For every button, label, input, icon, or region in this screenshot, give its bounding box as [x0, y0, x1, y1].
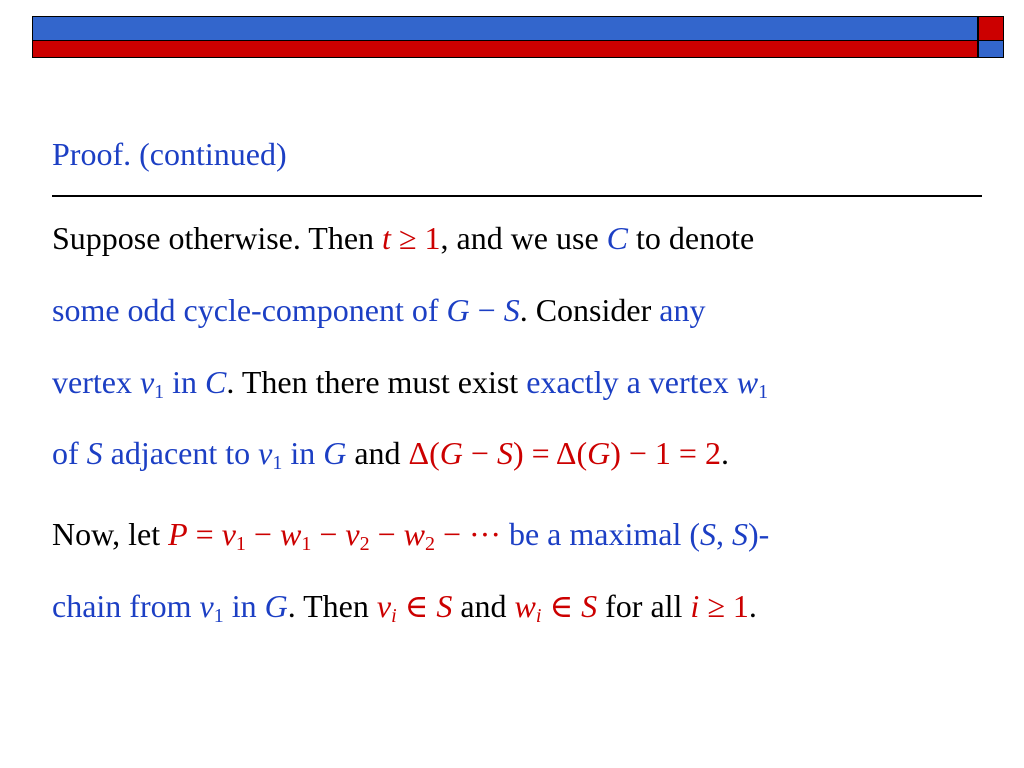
text-segment: of — [52, 435, 87, 471]
text-segment: )- — [748, 516, 770, 552]
text-segment: for all — [597, 588, 691, 624]
math-var: C — [606, 220, 628, 256]
body-line-6 — [52, 586, 757, 626]
math-expr: ≥ 1 — [699, 588, 749, 624]
math-expr: − — [369, 516, 404, 552]
math-var: w — [403, 516, 425, 552]
text-segment: , — [716, 516, 732, 552]
text-segment: be a maximal ( — [508, 516, 700, 552]
math-var: t — [382, 220, 391, 256]
math-subscript: 1 — [758, 381, 769, 403]
math-subscript: 2 — [359, 533, 370, 555]
text-segment: to denote — [628, 220, 755, 256]
corner-blue-square — [978, 41, 1004, 58]
math-var: G — [264, 588, 288, 624]
body-line-5 — [52, 514, 769, 554]
title-divider — [52, 195, 982, 197]
text-segment: in — [282, 435, 324, 471]
text-segment: in — [223, 588, 265, 624]
text-segment: in — [164, 364, 206, 400]
text-segment: exactly a vertex — [526, 364, 737, 400]
text-segment: adjacent to — [102, 435, 259, 471]
math-var: S — [732, 516, 748, 552]
text-segment: and — [452, 588, 515, 624]
math-subscript: 1 — [301, 533, 312, 555]
math-subscript: 1 — [213, 605, 224, 627]
math-var: S — [436, 588, 453, 624]
text-segment: , and we use — [440, 220, 607, 256]
banner-red-stripe — [32, 41, 978, 58]
math-expr: − — [245, 516, 280, 552]
math-subscript: i — [535, 605, 542, 627]
math-subscript: i — [391, 605, 397, 627]
math-subscript: 1 — [235, 533, 246, 555]
text-segment: chain from — [52, 588, 200, 624]
math-expr: ∈ — [396, 588, 437, 624]
text-segment: and — [346, 435, 409, 471]
text-segment: . — [748, 588, 757, 624]
math-var: w — [279, 516, 302, 552]
math-expr: = — [187, 516, 222, 552]
math-subscript: 1 — [154, 381, 165, 403]
math-var: v — [199, 588, 214, 624]
banner-blue-stripe — [32, 16, 978, 41]
math-var: P — [168, 516, 188, 552]
math-var: v — [221, 516, 236, 552]
text-segment: Suppose otherwise. Then — [52, 220, 383, 256]
corner-red-square — [978, 16, 1004, 41]
math-var: G — [587, 435, 611, 471]
math-expr: − — [462, 435, 497, 471]
math-var: G — [439, 435, 463, 471]
math-var: w — [736, 364, 759, 400]
text-segment: any — [659, 292, 706, 328]
slide-title: Proof. (continued) — [52, 136, 287, 172]
math-expr: ) − 1 = 2 — [610, 435, 721, 471]
math-var: G — [323, 435, 347, 471]
text-segment: . — [720, 435, 729, 471]
math-var: v — [345, 516, 360, 552]
body-line-2 — [52, 290, 705, 330]
body-line-1 — [52, 218, 754, 258]
body-line-3 — [52, 362, 768, 402]
math-var: G — [446, 292, 470, 328]
math-var: v — [139, 364, 155, 400]
text-segment: . Then there must exist — [226, 364, 527, 400]
body-line-4 — [52, 433, 729, 473]
math-expr: − — [311, 516, 346, 552]
math-expr: ≥ 1 — [390, 220, 441, 256]
math-expr: ) = Δ( — [512, 435, 588, 471]
math-var: v — [376, 588, 392, 624]
math-var: i — [690, 588, 700, 624]
math-expr: Δ( — [408, 435, 440, 471]
text-segment: . Then — [287, 588, 377, 624]
math-var: S — [86, 435, 103, 471]
math-var: v — [258, 435, 273, 471]
math-var: w — [514, 588, 536, 624]
math-var: S — [496, 435, 513, 471]
math-expr: − — [469, 292, 504, 328]
math-expr: ∈ — [541, 588, 582, 624]
text-segment: vertex — [52, 364, 140, 400]
header-banner — [32, 16, 978, 58]
text-segment: some odd cycle-component of — [52, 292, 447, 328]
text-segment: . Consider — [519, 292, 660, 328]
math-var: S — [581, 588, 598, 624]
math-subscript: 2 — [424, 533, 435, 555]
math-var: C — [205, 364, 227, 400]
math-var: S — [503, 292, 520, 328]
math-subscript: 1 — [272, 452, 283, 474]
text-segment: Now, let — [52, 516, 169, 552]
math-expr: − ··· — [434, 516, 509, 552]
math-var: S — [700, 516, 716, 552]
